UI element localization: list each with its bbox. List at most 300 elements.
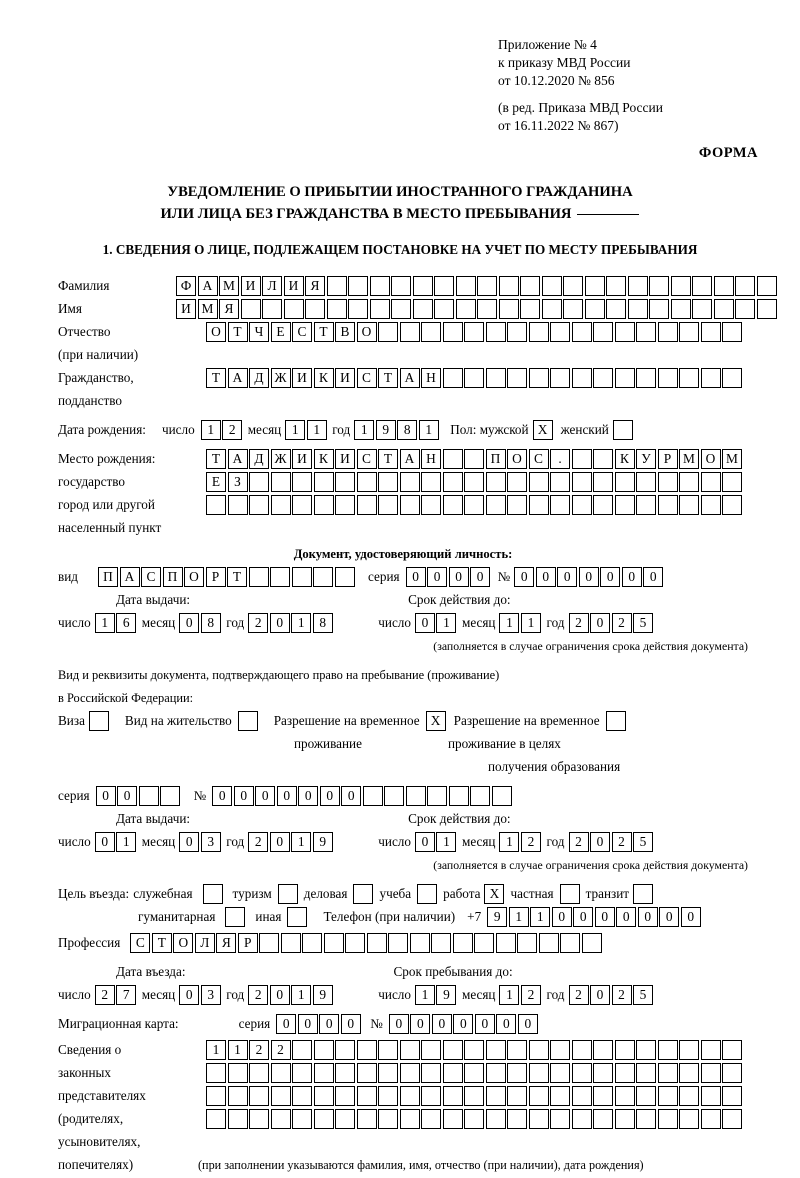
form-cell[interactable]: 0	[453, 1014, 473, 1034]
form-cell[interactable]: О	[357, 322, 377, 342]
form-cell[interactable]	[496, 933, 516, 953]
form-cell[interactable]	[636, 472, 656, 492]
form-cell[interactable]	[615, 1063, 635, 1083]
form-cell[interactable]	[679, 1109, 699, 1129]
form-cell[interactable]: 0	[179, 832, 199, 852]
identity-v-year-input[interactable]	[569, 613, 655, 633]
form-cell[interactable]: Е	[271, 322, 291, 342]
form-cell[interactable]	[434, 276, 454, 296]
stay-v-year-input[interactable]	[569, 832, 655, 852]
purpose-option-7-checkbox[interactable]	[225, 907, 245, 927]
form-cell[interactable]: 1	[499, 613, 519, 633]
form-cell[interactable]: 2	[248, 985, 268, 1005]
form-cell[interactable]	[139, 786, 159, 806]
form-cell[interactable]	[529, 368, 549, 388]
form-cell[interactable]	[413, 276, 433, 296]
form-cell[interactable]: 1	[201, 420, 221, 440]
form-cell[interactable]	[400, 1086, 420, 1106]
form-cell[interactable]: 5	[633, 832, 653, 852]
form-cell[interactable]	[357, 1086, 377, 1106]
form-cell[interactable]	[228, 1063, 248, 1083]
form-cell[interactable]: Р	[206, 567, 226, 587]
stay-month-input[interactable]	[179, 832, 222, 852]
form-cell[interactable]	[550, 1086, 570, 1106]
form-cell[interactable]	[470, 786, 490, 806]
form-cell[interactable]	[271, 495, 291, 515]
form-cell[interactable]	[314, 1040, 334, 1060]
form-cell[interactable]: 8	[201, 613, 221, 633]
form-cell[interactable]	[421, 1109, 441, 1129]
form-cell[interactable]	[378, 1040, 398, 1060]
purpose-option-8-checkbox[interactable]	[287, 907, 307, 927]
form-cell[interactable]: И	[292, 368, 312, 388]
form-cell[interactable]: 2	[612, 832, 632, 852]
form-cell[interactable]: 0	[470, 567, 490, 587]
form-cell[interactable]	[400, 1040, 420, 1060]
form-cell[interactable]: 2	[521, 985, 541, 1005]
form-cell[interactable]	[335, 1063, 355, 1083]
form-cell[interactable]	[507, 472, 527, 492]
form-cell[interactable]	[658, 1109, 678, 1129]
form-cell[interactable]	[241, 299, 261, 319]
form-cell[interactable]	[464, 495, 484, 515]
form-cell[interactable]	[722, 1040, 742, 1060]
form-cell[interactable]	[388, 933, 408, 953]
form-cell[interactable]: 0	[415, 613, 435, 633]
form-cell[interactable]: Д	[249, 449, 269, 469]
form-cell[interactable]: П	[163, 567, 183, 587]
form-cell[interactable]	[413, 299, 433, 319]
form-cell[interactable]	[464, 472, 484, 492]
form-cell[interactable]: А	[228, 368, 248, 388]
form-cell[interactable]	[701, 368, 721, 388]
form-cell[interactable]: А	[228, 449, 248, 469]
form-cell[interactable]	[636, 1109, 656, 1129]
form-cell[interactable]: 0	[406, 567, 426, 587]
form-cell[interactable]: А	[198, 276, 218, 296]
form-cell[interactable]	[692, 299, 712, 319]
birthplace-row3-input[interactable]	[206, 495, 744, 515]
form-cell[interactable]: 2	[612, 613, 632, 633]
form-cell[interactable]	[606, 276, 626, 296]
form-cell[interactable]: В	[335, 322, 355, 342]
form-cell[interactable]: 1	[436, 613, 456, 633]
form-cell[interactable]	[701, 472, 721, 492]
form-cell[interactable]	[400, 322, 420, 342]
form-cell[interactable]	[453, 933, 473, 953]
form-cell[interactable]	[529, 1086, 549, 1106]
form-cell[interactable]	[486, 1086, 506, 1106]
form-cell[interactable]	[486, 368, 506, 388]
form-cell[interactable]	[507, 1063, 527, 1083]
migration-number-input[interactable]	[389, 1014, 540, 1034]
form-cell[interactable]	[314, 1086, 334, 1106]
form-cell[interactable]	[636, 322, 656, 342]
form-cell[interactable]	[757, 299, 777, 319]
form-cell[interactable]	[464, 1040, 484, 1060]
form-cell[interactable]	[456, 299, 476, 319]
form-cell[interactable]	[529, 472, 549, 492]
form-cell[interactable]: 0	[449, 567, 469, 587]
form-cell[interactable]	[550, 472, 570, 492]
form-cell[interactable]	[542, 299, 562, 319]
identity-v-month-input[interactable]	[499, 613, 542, 633]
form-cell[interactable]	[378, 472, 398, 492]
form-cell[interactable]	[593, 495, 613, 515]
form-cell[interactable]: 9	[487, 907, 507, 927]
form-cell[interactable]	[658, 1040, 678, 1060]
identity-day-input[interactable]	[95, 613, 138, 633]
form-cell[interactable]	[443, 1040, 463, 1060]
form-cell[interactable]	[722, 495, 742, 515]
form-cell[interactable]: 0	[643, 567, 663, 587]
form-cell[interactable]: 0	[590, 613, 610, 633]
form-cell[interactable]: 0	[270, 832, 290, 852]
form-cell[interactable]	[370, 299, 390, 319]
form-cell[interactable]: С	[292, 322, 312, 342]
form-cell[interactable]	[492, 786, 512, 806]
form-cell[interactable]	[456, 276, 476, 296]
form-cell[interactable]: Л	[195, 933, 215, 953]
form-cell[interactable]	[345, 933, 365, 953]
form-cell[interactable]	[348, 276, 368, 296]
form-cell[interactable]: 0	[270, 985, 290, 1005]
purpose-option-6-checkbox[interactable]	[633, 884, 653, 904]
birthplace-row2-input[interactable]	[206, 472, 744, 492]
form-cell[interactable]: 3	[201, 832, 221, 852]
stay-number-input[interactable]	[212, 786, 513, 806]
form-cell[interactable]: 0	[590, 985, 610, 1005]
identity-v-day-input[interactable]	[415, 613, 458, 633]
form-cell[interactable]: 0	[276, 1014, 296, 1034]
form-cell[interactable]	[249, 472, 269, 492]
identity-series-input[interactable]	[406, 567, 492, 587]
form-cell[interactable]	[443, 495, 463, 515]
form-cell[interactable]: О	[206, 322, 226, 342]
form-cell[interactable]	[400, 1063, 420, 1083]
form-cell[interactable]: Т	[152, 933, 172, 953]
form-cell[interactable]: 2	[271, 1040, 291, 1060]
form-cell[interactable]	[327, 276, 347, 296]
form-cell[interactable]: .	[550, 449, 570, 469]
purpose-option-0-checkbox[interactable]	[203, 884, 223, 904]
form-cell[interactable]	[206, 495, 226, 515]
form-cell[interactable]: А	[400, 368, 420, 388]
form-cell[interactable]: Ж	[271, 368, 291, 388]
form-cell[interactable]	[421, 1040, 441, 1060]
form-cell[interactable]: Л	[262, 276, 282, 296]
form-cell[interactable]: 1	[436, 832, 456, 852]
form-cell[interactable]	[421, 322, 441, 342]
form-cell[interactable]	[542, 276, 562, 296]
form-cell[interactable]: И	[284, 276, 304, 296]
form-cell[interactable]	[249, 495, 269, 515]
form-cell[interactable]	[529, 495, 549, 515]
form-cell[interactable]	[421, 472, 441, 492]
form-cell[interactable]	[550, 1109, 570, 1129]
form-cell[interactable]: Т	[378, 449, 398, 469]
form-cell[interactable]: С	[130, 933, 150, 953]
form-cell[interactable]	[572, 1063, 592, 1083]
form-cell[interactable]	[550, 1063, 570, 1083]
form-cell[interactable]	[314, 495, 334, 515]
form-cell[interactable]	[679, 1063, 699, 1083]
form-cell[interactable]: 9	[313, 832, 333, 852]
form-cell[interactable]	[443, 1063, 463, 1083]
form-cell[interactable]	[649, 276, 669, 296]
form-cell[interactable]: Р	[658, 449, 678, 469]
form-cell[interactable]	[249, 567, 269, 587]
form-cell[interactable]	[593, 368, 613, 388]
form-cell[interactable]	[692, 276, 712, 296]
form-cell[interactable]	[259, 933, 279, 953]
form-cell[interactable]	[314, 1109, 334, 1129]
form-cell[interactable]: С	[529, 449, 549, 469]
form-cell[interactable]: 2	[95, 985, 115, 1005]
form-cell[interactable]: Т	[206, 368, 226, 388]
form-cell[interactable]	[367, 933, 387, 953]
purpose-option-5-checkbox[interactable]	[560, 884, 580, 904]
form-cell[interactable]: 0	[341, 1014, 361, 1034]
form-cell[interactable]	[572, 449, 592, 469]
form-cell[interactable]: 1	[419, 420, 439, 440]
form-cell[interactable]: П	[98, 567, 118, 587]
surname-input[interactable]	[176, 276, 778, 296]
form-cell[interactable]: 0	[179, 985, 199, 1005]
form-cell[interactable]	[486, 1040, 506, 1060]
form-cell[interactable]	[249, 1109, 269, 1129]
form-cell[interactable]	[572, 322, 592, 342]
form-cell[interactable]: К	[314, 368, 334, 388]
form-cell[interactable]	[722, 322, 742, 342]
form-cell[interactable]: 0	[590, 832, 610, 852]
form-cell[interactable]: М	[679, 449, 699, 469]
form-cell[interactable]	[722, 1086, 742, 1106]
form-cell[interactable]: 0	[255, 786, 275, 806]
form-cell[interactable]	[292, 472, 312, 492]
form-cell[interactable]: 0	[681, 907, 701, 927]
form-cell[interactable]: 0	[496, 1014, 516, 1034]
form-cell[interactable]	[507, 1109, 527, 1129]
form-cell[interactable]	[615, 495, 635, 515]
form-cell[interactable]	[649, 299, 669, 319]
form-cell[interactable]	[292, 495, 312, 515]
form-cell[interactable]	[327, 299, 347, 319]
form-cell[interactable]: О	[701, 449, 721, 469]
form-cell[interactable]: 2	[569, 613, 589, 633]
stay-day-input[interactable]	[95, 832, 138, 852]
form-cell[interactable]	[357, 1063, 377, 1083]
form-cell[interactable]	[679, 368, 699, 388]
form-cell[interactable]	[679, 322, 699, 342]
birthplace-row1-input[interactable]	[206, 449, 744, 469]
form-cell[interactable]: Я	[219, 299, 239, 319]
form-cell[interactable]: 1	[95, 613, 115, 633]
form-cell[interactable]: Я	[216, 933, 236, 953]
form-cell[interactable]	[615, 1109, 635, 1129]
form-cell[interactable]: 0	[415, 832, 435, 852]
form-cell[interactable]	[714, 276, 734, 296]
form-cell[interactable]	[636, 1063, 656, 1083]
form-cell[interactable]	[593, 1109, 613, 1129]
purpose-option-2-checkbox[interactable]	[353, 884, 373, 904]
form-cell[interactable]	[550, 495, 570, 515]
form-cell[interactable]: М	[198, 299, 218, 319]
form-cell[interactable]: 0	[319, 1014, 339, 1034]
form-cell[interactable]	[228, 1086, 248, 1106]
form-cell[interactable]	[313, 567, 333, 587]
form-cell[interactable]: 1	[530, 907, 550, 927]
form-cell[interactable]	[363, 786, 383, 806]
form-cell[interactable]	[400, 472, 420, 492]
form-cell[interactable]	[464, 1109, 484, 1129]
form-cell[interactable]: И	[292, 449, 312, 469]
form-cell[interactable]	[593, 449, 613, 469]
form-cell[interactable]	[722, 472, 742, 492]
form-cell[interactable]	[517, 933, 537, 953]
form-cell[interactable]: 9	[436, 985, 456, 1005]
form-cell[interactable]: 0	[622, 567, 642, 587]
form-cell[interactable]	[593, 1086, 613, 1106]
form-cell[interactable]	[464, 449, 484, 469]
form-cell[interactable]	[486, 495, 506, 515]
form-cell[interactable]: 1	[206, 1040, 226, 1060]
form-cell[interactable]	[636, 1040, 656, 1060]
form-cell[interactable]: 2	[569, 832, 589, 852]
form-cell[interactable]	[464, 1063, 484, 1083]
form-cell[interactable]: 9	[313, 985, 333, 1005]
form-cell[interactable]: 0	[638, 907, 658, 927]
form-cell[interactable]: 1	[228, 1040, 248, 1060]
form-cell[interactable]	[499, 276, 519, 296]
form-cell[interactable]: 2	[249, 1040, 269, 1060]
form-cell[interactable]	[593, 322, 613, 342]
form-cell[interactable]	[292, 1086, 312, 1106]
form-cell[interactable]	[357, 1109, 377, 1129]
form-cell[interactable]: 0	[557, 567, 577, 587]
form-cell[interactable]	[679, 495, 699, 515]
form-cell[interactable]: 0	[341, 786, 361, 806]
form-cell[interactable]	[679, 472, 699, 492]
form-cell[interactable]	[292, 1109, 312, 1129]
form-cell[interactable]	[348, 299, 368, 319]
stay-series-input[interactable]	[96, 786, 182, 806]
form-cell[interactable]: Д	[249, 368, 269, 388]
form-cell[interactable]	[722, 1063, 742, 1083]
form-cell[interactable]	[427, 786, 447, 806]
form-cell[interactable]	[443, 322, 463, 342]
form-cell[interactable]	[628, 299, 648, 319]
form-cell[interactable]	[249, 1086, 269, 1106]
form-cell[interactable]: Я	[305, 276, 325, 296]
form-cell[interactable]	[714, 299, 734, 319]
form-cell[interactable]	[585, 299, 605, 319]
form-cell[interactable]	[431, 933, 451, 953]
form-cell[interactable]	[585, 276, 605, 296]
form-cell[interactable]	[378, 322, 398, 342]
form-cell[interactable]	[615, 1086, 635, 1106]
form-cell[interactable]	[292, 1063, 312, 1083]
visa-checkbox[interactable]	[89, 711, 109, 731]
form-cell[interactable]	[228, 495, 248, 515]
form-cell[interactable]	[421, 1063, 441, 1083]
form-cell[interactable]: 3	[201, 985, 221, 1005]
form-cell[interactable]	[563, 276, 583, 296]
form-cell[interactable]	[628, 276, 648, 296]
form-cell[interactable]: 0	[320, 786, 340, 806]
form-cell[interactable]	[324, 933, 344, 953]
form-cell[interactable]	[507, 1040, 527, 1060]
form-cell[interactable]	[271, 1109, 291, 1129]
sex-male-checkbox[interactable]: X	[533, 420, 553, 440]
form-cell[interactable]: А	[400, 449, 420, 469]
form-cell[interactable]	[391, 276, 411, 296]
form-cell[interactable]	[701, 1109, 721, 1129]
entry-year-input[interactable]	[248, 985, 334, 1005]
form-cell[interactable]: 0	[616, 907, 636, 927]
form-cell[interactable]	[314, 472, 334, 492]
citizenship-input[interactable]	[206, 368, 744, 388]
form-cell[interactable]	[449, 786, 469, 806]
residence-checkbox[interactable]	[238, 711, 258, 731]
form-cell[interactable]: 0	[427, 567, 447, 587]
form-cell[interactable]	[384, 786, 404, 806]
form-cell[interactable]: 7	[116, 985, 136, 1005]
form-cell[interactable]: 0	[595, 907, 615, 927]
form-cell[interactable]: 0	[298, 786, 318, 806]
form-cell[interactable]	[671, 299, 691, 319]
form-cell[interactable]	[658, 1063, 678, 1083]
form-cell[interactable]	[539, 933, 559, 953]
form-cell[interactable]: Ф	[176, 276, 196, 296]
form-cell[interactable]: 0	[579, 567, 599, 587]
form-cell[interactable]: П	[486, 449, 506, 469]
identity-type-input[interactable]	[98, 567, 356, 587]
form-cell[interactable]: 0	[552, 907, 572, 927]
form-cell[interactable]	[636, 368, 656, 388]
form-cell[interactable]	[443, 368, 463, 388]
form-cell[interactable]: 0	[212, 786, 232, 806]
form-cell[interactable]: 0	[117, 786, 137, 806]
form-cell[interactable]: 0	[234, 786, 254, 806]
form-cell[interactable]: Н	[421, 368, 441, 388]
form-cell[interactable]	[593, 1063, 613, 1083]
form-cell[interactable]	[507, 368, 527, 388]
form-cell[interactable]: 0	[410, 1014, 430, 1034]
birthdate-year-input[interactable]	[354, 420, 440, 440]
form-cell[interactable]	[271, 472, 291, 492]
form-cell[interactable]	[486, 1109, 506, 1129]
form-cell[interactable]: Т	[378, 368, 398, 388]
form-cell[interactable]: 2	[569, 985, 589, 1005]
form-cell[interactable]	[271, 1086, 291, 1106]
form-cell[interactable]	[443, 1109, 463, 1129]
form-cell[interactable]	[722, 1109, 742, 1129]
form-cell[interactable]	[679, 1086, 699, 1106]
form-cell[interactable]: 1	[415, 985, 435, 1005]
form-cell[interactable]	[305, 299, 325, 319]
form-cell[interactable]	[615, 368, 635, 388]
form-cell[interactable]	[302, 933, 322, 953]
form-cell[interactable]	[421, 1086, 441, 1106]
form-cell[interactable]	[550, 1040, 570, 1060]
form-cell[interactable]	[658, 368, 678, 388]
form-cell[interactable]	[563, 299, 583, 319]
form-cell[interactable]	[270, 567, 290, 587]
form-cell[interactable]: 1	[291, 832, 311, 852]
form-cell[interactable]	[593, 1040, 613, 1060]
form-cell[interactable]: 2	[222, 420, 242, 440]
